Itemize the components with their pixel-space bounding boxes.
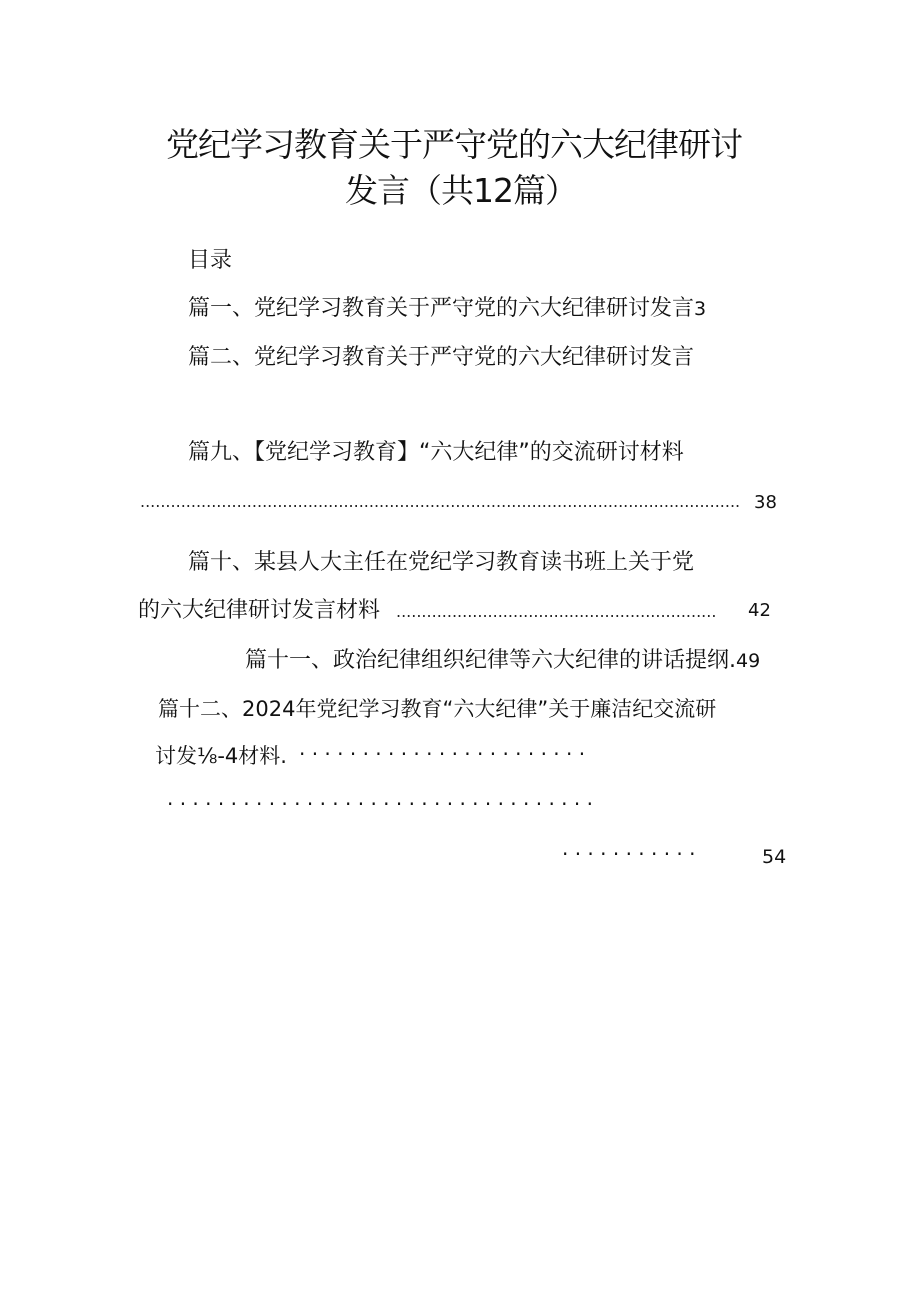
toc-item-9-text: 篇九、【党纪学习教育】“六大纪律”的交流研讨材料 bbox=[188, 440, 684, 465]
toc-item-1-text: 篇一、党纪学习教育关于严守党的六大纪律研讨发言 bbox=[188, 296, 695, 321]
toc-item-11-text: 篇十一、政治纪律组织纪律等六大纪律的讲话提纲. bbox=[245, 648, 736, 673]
toc-item-10-page: 42 bbox=[748, 600, 771, 621]
toc-item-11-page: 49 bbox=[736, 650, 761, 672]
toc-heading: 目录 bbox=[188, 248, 233, 273]
toc-item-10-line2: 的六大纪律研讨发言材料 bbox=[138, 598, 381, 623]
toc-item-12-page: 54 bbox=[762, 846, 787, 868]
toc-item-1-page: 3 bbox=[694, 298, 707, 320]
toc-item-12-leader-line3: · · · · · · · · · · · · · · · · · · · · · · · · · · · · · · · · · · bbox=[167, 794, 593, 814]
toc-item-9-leader-row bbox=[140, 494, 780, 516]
toc-item-2-text: 篇二、党纪学习教育关于严守党的六大纪律研讨发言 bbox=[188, 345, 695, 370]
document-title-line2: 发言（共12篇） bbox=[345, 171, 577, 210]
document-title-line1: 党纪学习教育关于严守党的六大纪律研讨 bbox=[166, 125, 742, 164]
toc-item-12-line2-row[interactable] bbox=[155, 746, 785, 774]
toc-item-11[interactable] bbox=[245, 650, 760, 672]
toc-item-12-line1[interactable]: 篇十二、2024年党纪学习教育“六大纪律”关于廉洁纪交流研 bbox=[158, 697, 717, 721]
toc-item-10-line1[interactable]: 篇十、某县人大主任在党纪学习教育读书班上关于党 bbox=[188, 550, 695, 575]
toc-item-9-leader: ...................................................................................................................... bbox=[140, 494, 741, 510]
toc-item-10-leader: ............................................................... bbox=[396, 604, 717, 620]
toc-item-12-leader-line4-row bbox=[562, 846, 792, 872]
toc-item-10-line2-row[interactable] bbox=[138, 600, 778, 626]
toc-item-12-leader-line4: · · · · · · · · · · · bbox=[562, 844, 696, 864]
toc-item-1[interactable] bbox=[188, 298, 706, 320]
toc-item-12-line2: 讨发⅛-4材料. bbox=[155, 744, 287, 768]
toc-item-9-page: 38 bbox=[754, 492, 777, 513]
toc-item-2[interactable] bbox=[188, 347, 694, 369]
toc-item-12-leader-line2: · · · · · · · · · · · · · · · · · · · · · · · bbox=[299, 744, 586, 764]
toc-item-9[interactable] bbox=[188, 442, 684, 464]
